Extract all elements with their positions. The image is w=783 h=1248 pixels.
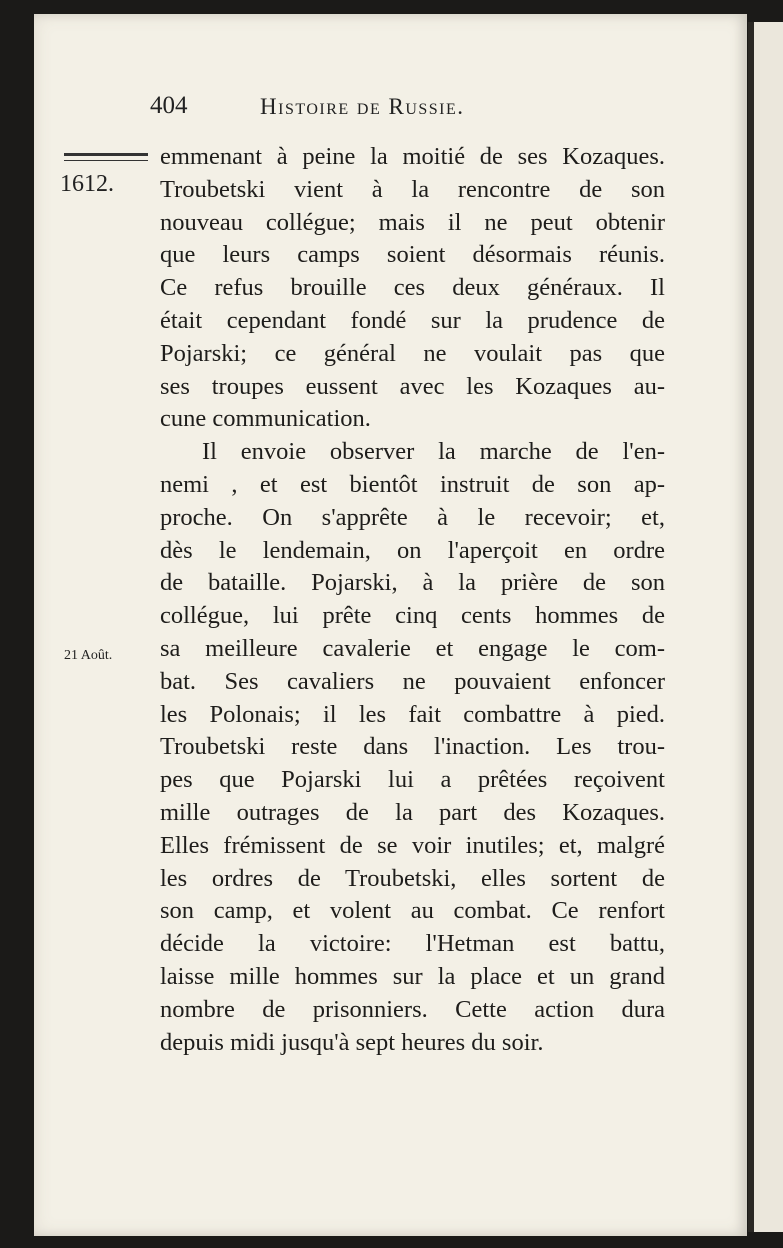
margin-year: 1612. — [60, 171, 114, 197]
text-line: les Polonais; il les fait combattre à pied. — [160, 700, 665, 728]
text-line: bat. Ses cavaliers ne pouvaient enfoncer — [160, 667, 665, 695]
text-line: Troubetski reste dans l'inaction. Les trou- — [160, 733, 665, 761]
text-line: son camp, et volent au combat. Ce renfort — [160, 897, 665, 925]
text-line: laisse mille hommes sur la place et un grand — [160, 962, 665, 990]
page-number: 404 — [150, 92, 188, 119]
text-line: les ordres de Troubetski, elles sortent de — [160, 864, 665, 892]
continuation-rule — [64, 153, 148, 161]
text-line: nemi , et est bientôt instruit de son ap- — [160, 470, 665, 498]
text-line: Ce refus brouille ces deux généraux. Il — [160, 274, 665, 302]
body-text — [160, 141, 665, 1059]
text-line: nouveau collégue; mais il ne peut obtenir — [160, 208, 665, 236]
text-line: pes que Pojarski lui a prêtées reçoivent — [160, 766, 665, 794]
text-line: Troubetski vient à la rencontre de son — [160, 175, 665, 203]
text-line: mille outrages de la part des Kozaques. — [160, 798, 665, 826]
text-line: de bataille. Pojarski, à la prière de son — [160, 569, 665, 597]
text-line: cune communication. — [160, 405, 371, 433]
text-line: Pojarski; ce général ne voulait pas que — [160, 339, 665, 367]
margin-date: 21 Août. — [64, 648, 113, 663]
text-line: décide la victoire: l'Hetman est battu, — [160, 930, 665, 958]
running-head — [150, 92, 670, 132]
text-line: collégue, lui prête cinq cents hommes de — [160, 602, 665, 630]
text-line: depuis midi jusqu'à sept heures du soir. — [160, 1028, 544, 1056]
text-line: sa meilleure cavalerie et engage le com- — [160, 634, 665, 662]
text-line: ses troupes eussent avec les Kozaques au- — [160, 372, 665, 400]
text-line: nombre de prisonniers. Cette action dura — [160, 995, 665, 1023]
adjacent-page-edge — [748, 22, 783, 1232]
text-line: Elles frémissent de se voir inutiles; et, malgré — [160, 831, 665, 859]
text-line: était cependant fondé sur la prudence de — [160, 306, 665, 334]
running-title: Histoire de Russie. — [260, 94, 465, 119]
text-line: que leurs camps soient désormais réunis. — [160, 241, 665, 269]
text-line: emmenant à peine la moitié de ses Kozaques. — [160, 143, 665, 170]
text-line: dès le lendemain, on l'aperçoit en ordre — [160, 536, 665, 564]
text-line: Il envoie observer la marche de l'en- — [202, 438, 665, 466]
text-line: proche. On s'apprête à le recevoir; et, — [160, 503, 665, 531]
